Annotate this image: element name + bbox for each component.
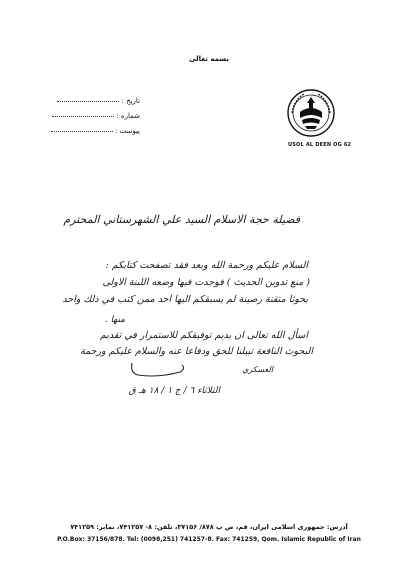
date-field — [53, 97, 140, 105]
signature-flourish — [128, 357, 188, 381]
attachment-label: پیوست : — [115, 127, 140, 135]
address-english: P.O.Box: 37156/878. Tel: (0098,251) 741257-8. Fax: 741259, Qom. Islamic Republic of Iran — [57, 536, 361, 543]
letter-line: بحوثا متقنة رصينة لم يسبقكم اليها احد ممن كتب في ذلك واحد — [62, 294, 308, 305]
letter-line: منها . — [104, 315, 125, 325]
signature: العسكري — [242, 365, 273, 374]
date-label: تاریخ : — [121, 97, 140, 105]
salutation: فضيلة حجة الاسلام السيد علي الشهرستاني المحترم — [63, 213, 300, 226]
attachment-field — [47, 127, 140, 135]
date-line — [57, 101, 119, 102]
letter-line: البحوث النافعة تبيلنا للحق ودفاعا عنه والسلام عليكم ورحمة — [80, 346, 313, 357]
address-persian: آدرس: جمهوری اسلامی ایران، قم، ص پ ۸۷۸/ ۳۷۱۵۶، تلفن: ۸- ۷۴۱۲۵۷، نمابر: ۷۴۱۲۵۹ — [70, 523, 348, 531]
number-field — [48, 112, 140, 120]
number-line — [52, 116, 114, 117]
number-label: شماره : — [116, 112, 140, 120]
basmala-heading: بسمه تعالی — [188, 55, 230, 63]
attachment-line — [51, 131, 113, 132]
institution-emblem — [286, 88, 336, 138]
emblem-caption: USOL AL DEEN OG 62 — [288, 142, 352, 148]
letter-date: الثلاثاء ٦ / ج ١ / ١٨ هـ ق — [128, 386, 220, 396]
letter-line: ( منع تدوين الحديث ) فوجدت فيها وضعه اللبنة الاولى — [102, 277, 310, 288]
letter-line: السلام عليكم ورحمة الله وبعد فقد تصفحت كتابكم : — [105, 260, 308, 271]
letter-line: اسأل الله تعالى ان يديم توفيقكم للاستمرار في تقديم — [99, 330, 308, 341]
